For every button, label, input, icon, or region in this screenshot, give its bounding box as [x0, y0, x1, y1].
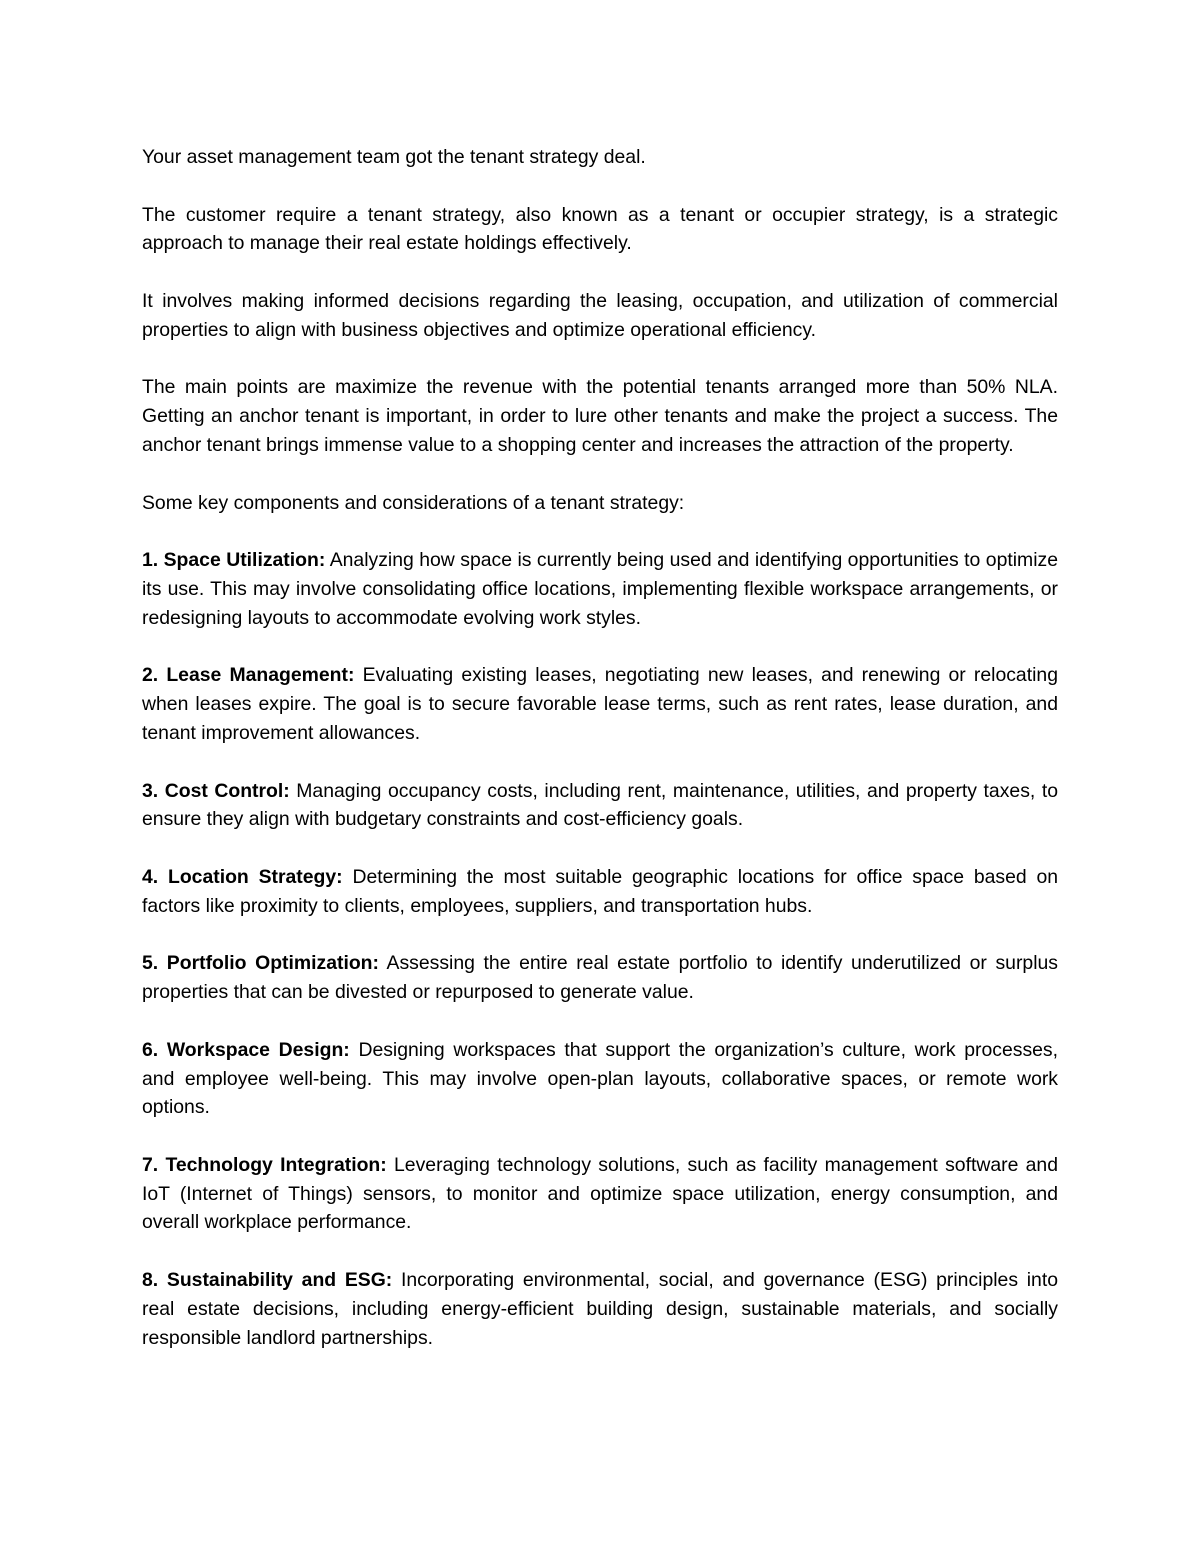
- item-title: Location Strategy:: [167, 865, 343, 888]
- item-text: Incorporating environmental, social, and governance (ESG) principles into real estate decisions, including energy-efficient building design, sustainable materials, and socially responsible landlord partnerships.: [142, 1269, 1059, 1349]
- intro-paragraph: The customer require a tenant strategy, also known as a tenant or occupier strategy, is a strategic approach to manage their real estate holdings effectively.: [142, 203, 1058, 255]
- item-number: 7.: [142, 1153, 159, 1176]
- intro-paragraph: It involves making informed decisions regarding the leasing, occupation, and utilization of commercial properties to align with business objectives and optimize operational efficiency.: [142, 289, 1058, 341]
- item-title: Cost Control:: [164, 779, 290, 802]
- item-title: Technology Integration:: [165, 1153, 387, 1176]
- item-text: Designing workspaces that support the organization’s culture, work processes, and employee well-being. This may involve open-plan layouts, collaborative spaces, or remote work options.: [142, 1038, 1059, 1119]
- list-item: [142, 1266, 1058, 1352]
- item-number: 4.: [142, 865, 159, 888]
- item-number: 3.: [142, 779, 159, 802]
- item-number: 8.: [142, 1269, 159, 1292]
- item-title: Workspace Design:: [166, 1038, 350, 1061]
- list-item: [142, 1151, 1058, 1237]
- item-text: Determining the most suitable geographic locations for office space based on factors like proximity to clients, employees, suppliers, and transportation hubs.: [142, 865, 1059, 917]
- list-item: [142, 949, 1058, 1007]
- item-title: Sustainability and ESG:: [166, 1269, 393, 1292]
- item-text: Managing occupancy costs, including rent, maintenance, utilities, and property taxes, to ensure they align with budgetary constraints and cost-efficiency goals.: [142, 779, 1058, 831]
- item-text: Analyzing how space is currently being used and identifying opportunities to optimize its use. This may involve consolidating office locations, implementing flexible workspace arrangements, or redesigning layouts to accommodate evolving work styles.: [142, 549, 1058, 629]
- item-number: 6.: [142, 1038, 159, 1061]
- item-text: Evaluating existing leases, negotiating new leases, and renewing or relocating when leases expire. The goal is to secure favorable lease terms, such as rent rates, lease duration, and tenant improvement allowances.: [142, 664, 1058, 744]
- item-title: Portfolio Optimization:: [166, 952, 379, 975]
- item-number: 5.: [142, 952, 159, 975]
- intro-paragraph: The main points are maximize the revenue with the potential tenants arranged more than 50% NLA. Getting an anchor tenant is important, in order to lure other tenants and make the project a success. The anchor tenant brings immense value to a shopping center and increases the attraction of the property.: [142, 376, 1058, 456]
- item-text: Assessing the entire real estate portfolio to identify underutilized or surplus properties that can be divested or repurposed to generate value.: [142, 952, 1058, 1004]
- list-item: [142, 863, 1058, 921]
- list-item: [142, 1036, 1058, 1122]
- item-title: Space Utilization:: [163, 549, 326, 572]
- item-text: Leveraging technology solutions, such as facility management software and IoT (Internet of Things) sensors, to monitor and optimize space utilization, energy consumption, and overall workplace performance.: [142, 1153, 1058, 1234]
- list-item: [142, 546, 1058, 632]
- intro-paragraph: Your asset management team got the tenant strategy deal.: [142, 146, 646, 168]
- list-item: [142, 661, 1058, 747]
- item-number: 2.: [142, 664, 159, 687]
- item-title: Lease Management:: [166, 664, 355, 687]
- list-item: [142, 777, 1058, 835]
- document-page: [142, 143, 1058, 1381]
- item-number: 1.: [142, 549, 159, 572]
- list-heading: Some key components and considerations of a tenant strategy:: [142, 491, 685, 514]
